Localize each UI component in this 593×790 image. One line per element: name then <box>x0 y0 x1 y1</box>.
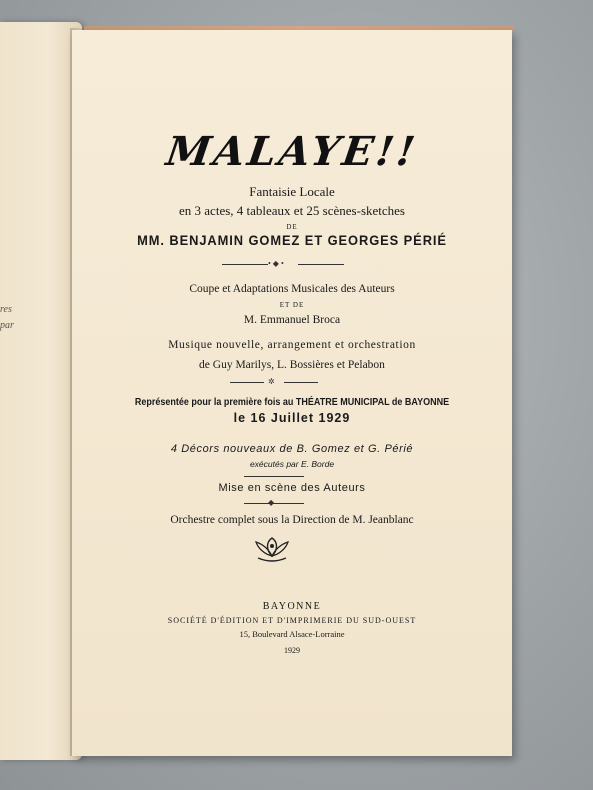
divider-ornament: • ◆ • <box>268 259 284 268</box>
left-page-fragment: res <box>0 304 12 315</box>
divider-ornament: ◆ <box>268 498 275 507</box>
floral-vignette-icon <box>252 534 292 564</box>
mise-en-scene: Mise en scène des Auteurs <box>218 482 366 494</box>
musique-credit: Musique nouvelle, arrangement et orchestration <box>168 339 416 351</box>
orchestre-credit: Orchestre complet sous la Direction de M. Jeanblanc <box>170 514 414 526</box>
genre: Fantaisie Locale <box>249 184 335 199</box>
divider <box>298 264 344 265</box>
musique-authors: de Guy Marilys, L. Bossières et Pelabon <box>199 359 385 371</box>
imprint-publisher: SOCIÉTÉ D'ÉDITION ET D'IMPRIMERIE DU SUD-OUEST <box>167 616 417 625</box>
divider <box>222 264 268 265</box>
et-de-label: ET DE <box>279 301 305 309</box>
broca-credit: M. Emmanuel Broca <box>243 314 341 326</box>
divider-ornament: ✲ <box>268 377 275 386</box>
imprint-city: BAYONNE <box>262 601 322 612</box>
play-title: MALAYE!! <box>163 128 421 175</box>
authors: MM. BENJAMIN GOMEZ ET GEORGES PÉRIÉ <box>137 232 447 248</box>
decors-executor: exécutés par E. Borde <box>249 459 335 469</box>
imprint-address: 15, Boulevard Alsace-Lorraine <box>239 629 345 639</box>
title-page <box>72 30 512 756</box>
coupe-credit: Coupe et Adaptations Musicales des Auteurs <box>189 283 395 295</box>
premiere-info: Représentée pour la première fois au THÉATRE MUNICIPAL de BAYONNE <box>134 397 450 408</box>
divider <box>230 382 264 383</box>
decors-credit: 4 Décors nouveaux de B. Gomez et G. Périé <box>170 443 414 455</box>
imprint-year: 1929 <box>284 646 300 655</box>
divider <box>244 476 304 477</box>
structure: en 3 actes, 4 tableaux et 25 scènes-sketches <box>179 203 405 218</box>
de-label: DE <box>286 223 298 231</box>
premiere-date: le 16 Juillet 1929 <box>233 411 351 425</box>
left-page-fragment: par <box>0 320 14 331</box>
divider <box>284 382 318 383</box>
